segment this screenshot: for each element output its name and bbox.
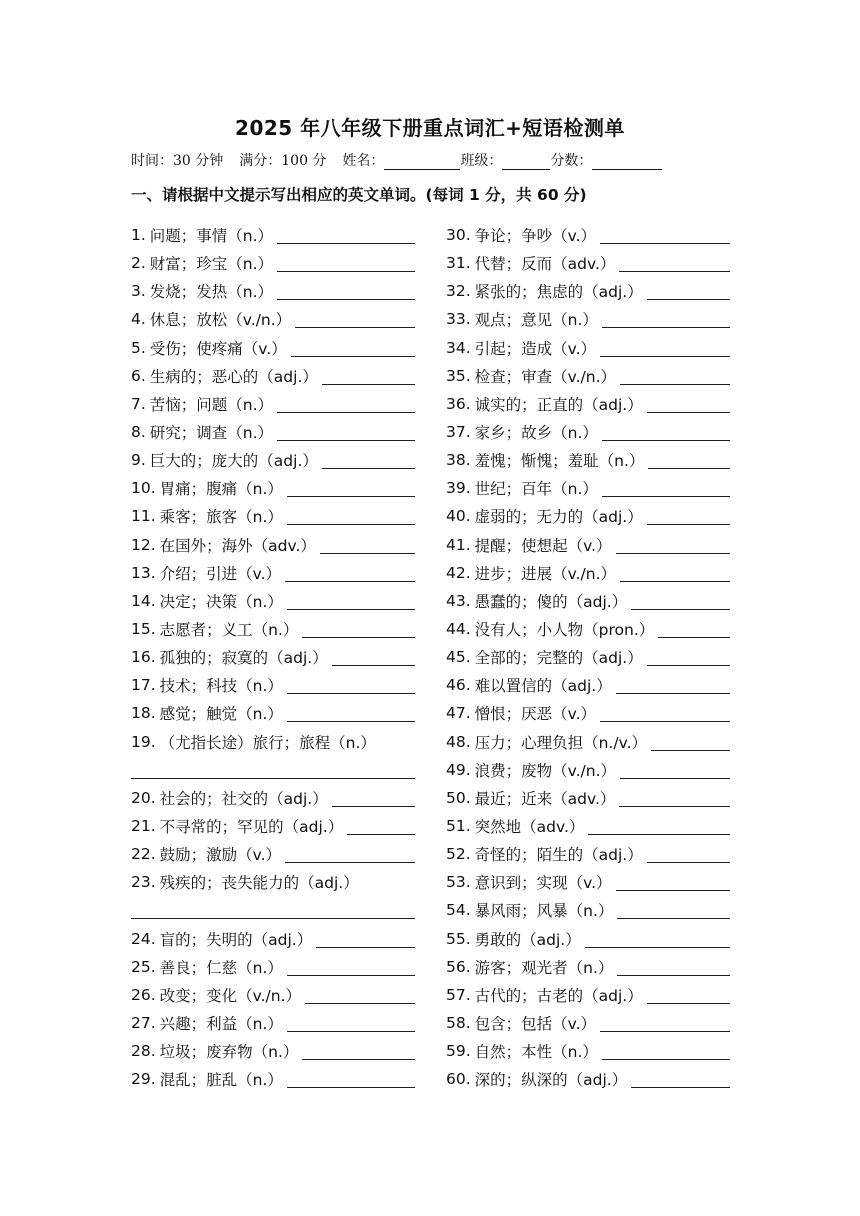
time-label: 时间：30 分钟 xyxy=(131,153,224,169)
answer-blank[interactable] xyxy=(631,592,730,610)
question-prompt: 憎恨；厌恶（v.） xyxy=(474,705,597,724)
question-prompt: 意识到；实现（v.） xyxy=(474,874,612,893)
question-item xyxy=(446,812,730,840)
answer-blank[interactable] xyxy=(332,648,415,666)
question-prompt: 羞愧；惭愧；羞耻（n.） xyxy=(474,452,645,471)
answer-blank[interactable] xyxy=(647,648,730,666)
question-prompt: 财富；珍宝（n.） xyxy=(149,255,274,274)
question-number: 51. xyxy=(446,817,471,836)
question-item xyxy=(131,1065,415,1093)
question-number: 35. xyxy=(446,366,471,385)
question-number: 43. xyxy=(446,591,471,610)
left-column xyxy=(131,221,415,1093)
answer-blank[interactable] xyxy=(600,1014,730,1032)
question-item xyxy=(446,390,730,418)
answer-blank[interactable] xyxy=(647,282,730,300)
question-number: 7. xyxy=(131,394,146,413)
score-field[interactable] xyxy=(592,153,662,170)
answer-blank[interactable] xyxy=(647,395,730,413)
question-number: 23. xyxy=(131,873,156,892)
answer-blank[interactable] xyxy=(287,704,415,722)
answer-blank[interactable] xyxy=(600,226,730,244)
answer-blank[interactable] xyxy=(305,986,415,1004)
question-number: 55. xyxy=(446,929,471,948)
class-field[interactable] xyxy=(502,153,550,170)
question-prompt: 检查；审查（v./n.） xyxy=(474,367,617,386)
question-number: 60. xyxy=(446,1070,471,1089)
question-prompt: 全部的；完整的（adj.） xyxy=(474,649,643,668)
question-prompt: 愚蠢的；傻的（adj.） xyxy=(474,592,628,611)
answer-blank[interactable] xyxy=(619,254,730,272)
question-prompt: 自然；本性（n.） xyxy=(474,1043,598,1062)
answer-blank[interactable] xyxy=(287,676,415,694)
question-number: 44. xyxy=(446,620,471,639)
question-prompt: 生病的；恶心的（adj.） xyxy=(149,367,318,386)
answer-line-row xyxy=(131,756,415,784)
question-prompt: 浪费；废物（v./n.） xyxy=(474,761,617,780)
answer-blank[interactable] xyxy=(616,873,730,891)
question-item xyxy=(131,812,415,840)
answer-blank[interactable] xyxy=(620,761,730,779)
question-number: 17. xyxy=(131,676,156,695)
section-heading: 一、请根据中文提示写出相应的英文单词。(每词 1 分，共 60 分) xyxy=(131,186,587,204)
answer-blank[interactable] xyxy=(287,592,415,610)
question-number: 10. xyxy=(131,479,156,498)
answer-blank[interactable] xyxy=(285,564,415,582)
question-prompt: （尤指长途）旅行；旅程（n.） xyxy=(159,733,376,752)
name-field[interactable] xyxy=(384,153,460,170)
question-prompt: 在国外；海外（adv.） xyxy=(159,536,316,555)
answer-blank[interactable] xyxy=(347,817,415,835)
answer-blank[interactable] xyxy=(277,226,415,244)
score-label: 分数： xyxy=(550,153,593,169)
question-item xyxy=(446,277,730,305)
question-item xyxy=(131,587,415,615)
question-item xyxy=(446,728,730,756)
question-prompt: 决定；决策（n.） xyxy=(159,592,283,611)
question-prompt: 奇怪的；陌生的（adj.） xyxy=(474,846,643,865)
question-prompt: 巨大的；庞大的（adj.） xyxy=(149,452,318,471)
answer-blank[interactable] xyxy=(588,817,730,835)
question-number: 59. xyxy=(446,1042,471,1061)
question-prompt: 兴趣；利益（n.） xyxy=(159,1015,283,1033)
question-prompt: 提醒；使想起（v.） xyxy=(474,536,612,555)
question-prompt: 残疾的；丧失能力的（adj.） xyxy=(159,874,359,893)
question-number: 36. xyxy=(446,394,471,413)
question-item xyxy=(131,671,415,699)
question-prompt: 包含；包括（v.） xyxy=(474,1015,597,1033)
question-prompt: 社会的；社交的（adj.） xyxy=(159,789,328,808)
question-number: 20. xyxy=(131,788,156,807)
question-number: 2. xyxy=(131,254,146,273)
question-number: 28. xyxy=(131,1042,156,1061)
question-prompt: 垃圾；废弃物（n.） xyxy=(159,1043,299,1062)
answer-blank[interactable] xyxy=(602,423,730,441)
question-item xyxy=(131,418,415,446)
question-number: 29. xyxy=(131,1070,156,1089)
answer-blank[interactable] xyxy=(332,789,415,807)
question-number: 47. xyxy=(446,704,471,723)
question-number: 53. xyxy=(446,873,471,892)
question-prompt: 感觉；触觉（n.） xyxy=(159,705,283,724)
answer-blank[interactable] xyxy=(617,958,730,976)
question-item xyxy=(446,446,730,474)
question-prompt: 游客；观光者（n.） xyxy=(474,958,614,977)
answer-blank[interactable] xyxy=(631,1070,730,1088)
question-number: 1. xyxy=(131,226,146,245)
answer-blank[interactable] xyxy=(651,733,730,751)
question-item xyxy=(446,559,730,587)
question-item xyxy=(131,362,415,390)
question-item xyxy=(131,643,415,671)
question-prompt: 善良；仁慈（n.） xyxy=(159,958,283,977)
question-item xyxy=(446,981,730,1009)
question-prompt: 世纪；百年（n.） xyxy=(474,480,598,499)
question-number: 3. xyxy=(131,282,146,301)
question-number: 26. xyxy=(131,985,156,1004)
question-number: 41. xyxy=(446,535,471,554)
question-item xyxy=(446,868,730,896)
question-item xyxy=(131,1009,415,1037)
question-number: 57. xyxy=(446,985,471,1004)
question-prompt: 暴风雨；风暴（n.） xyxy=(474,902,614,921)
question-prompt: 紧张的；焦虑的（adj.） xyxy=(474,283,643,302)
question-item xyxy=(446,784,730,812)
question-item xyxy=(446,362,730,390)
question-prompt: 技术；科技（n.） xyxy=(159,677,283,696)
question-item xyxy=(446,221,730,249)
question-number: 6. xyxy=(131,366,146,385)
question-prompt: 深的；纵深的（adj.） xyxy=(474,1071,628,1090)
answer-blank[interactable] xyxy=(617,901,730,919)
question-item xyxy=(446,474,730,502)
question-item xyxy=(446,671,730,699)
question-item xyxy=(131,1037,415,1065)
question-item xyxy=(131,531,415,559)
name-label: 姓名： xyxy=(342,153,385,169)
question-number: 14. xyxy=(131,591,156,610)
answer-blank[interactable] xyxy=(131,901,415,919)
question-number: 9. xyxy=(131,451,146,470)
question-number: 30. xyxy=(446,226,471,245)
question-number: 22. xyxy=(131,845,156,864)
question-number: 50. xyxy=(446,788,471,807)
question-item xyxy=(446,305,730,333)
question-prompt: 家乡；故乡（n.） xyxy=(474,424,598,443)
question-number: 38. xyxy=(446,451,471,470)
question-item xyxy=(131,502,415,530)
answer-blank[interactable] xyxy=(322,451,415,469)
question-number: 4. xyxy=(131,310,146,329)
question-number: 25. xyxy=(131,957,156,976)
question-item xyxy=(446,587,730,615)
question-item xyxy=(131,277,415,305)
question-prompt: 代替；反而（adv.） xyxy=(474,255,616,274)
question-item xyxy=(131,925,415,953)
question-number: 49. xyxy=(446,760,471,779)
question-item xyxy=(446,615,730,643)
question-prompt: 难以置信的（adj.） xyxy=(474,677,612,696)
question-prompt: 观点；意见（n.） xyxy=(474,311,598,330)
question-item xyxy=(131,474,415,502)
header-info xyxy=(131,150,731,170)
question-item xyxy=(131,953,415,981)
question-prompt: 古代的；古老的（adj.） xyxy=(474,986,643,1005)
question-number: 56. xyxy=(446,957,471,976)
question-prompt: 没有人；小人物（pron.） xyxy=(474,621,655,640)
question-item xyxy=(131,446,415,474)
question-number: 5. xyxy=(131,338,146,357)
question-item xyxy=(446,756,730,784)
answer-blank[interactable] xyxy=(600,704,730,722)
question-item xyxy=(446,699,730,727)
question-prompt: 介绍；引进（v.） xyxy=(159,564,282,583)
question-number: 31. xyxy=(446,254,471,273)
question-prompt: 引起；造成（v.） xyxy=(474,339,597,358)
question-prompt: 研究；调查（n.） xyxy=(149,424,274,443)
page-title: 2025 年八年级下册重点词汇+短语检测单 xyxy=(235,116,625,140)
question-item xyxy=(131,981,415,1009)
question-prompt: 勇敢的（adj.） xyxy=(474,930,581,949)
question-prompt: 孤独的；寂寞的（adj.） xyxy=(159,649,328,668)
question-item xyxy=(131,699,415,727)
question-item xyxy=(446,925,730,953)
question-prompt: 突然地（adv.） xyxy=(474,818,585,837)
question-number: 39. xyxy=(446,479,471,498)
question-prompt: 鼓励；激励（v.） xyxy=(159,846,282,865)
question-prompt: 胃痛；腹痛（n.） xyxy=(159,480,283,499)
answer-blank[interactable] xyxy=(658,620,730,638)
answer-blank[interactable] xyxy=(585,930,730,948)
full-score-label: 满分：100 分 xyxy=(239,153,327,169)
answer-blank[interactable] xyxy=(620,367,730,385)
question-number: 19. xyxy=(131,732,156,751)
answer-blank[interactable] xyxy=(320,536,415,554)
answer-blank[interactable] xyxy=(619,789,730,807)
answer-blank[interactable] xyxy=(648,451,730,469)
answer-blank[interactable] xyxy=(602,1042,730,1060)
question-item xyxy=(446,1037,730,1065)
question-number: 12. xyxy=(131,535,156,554)
right-column xyxy=(446,221,730,1093)
answer-blank[interactable] xyxy=(302,620,415,638)
answer-blank[interactable] xyxy=(277,423,415,441)
answer-blank[interactable] xyxy=(277,395,415,413)
answer-blank[interactable] xyxy=(287,507,415,525)
question-item xyxy=(446,896,730,924)
question-prompt: 混乱；脏乱（n.） xyxy=(159,1071,283,1090)
question-number: 33. xyxy=(446,310,471,329)
question-number: 58. xyxy=(446,1014,471,1032)
answer-blank[interactable] xyxy=(285,845,415,863)
question-number: 8. xyxy=(131,423,146,442)
question-item xyxy=(446,334,730,362)
answer-blank[interactable] xyxy=(302,1042,415,1060)
question-prompt: 发烧；发热（n.） xyxy=(149,283,274,302)
question-item xyxy=(131,390,415,418)
question-item xyxy=(446,418,730,446)
question-item xyxy=(131,221,415,249)
question-prompt: 改变；变化（v./n.） xyxy=(159,986,302,1005)
answer-line-row xyxy=(131,896,415,924)
question-number: 15. xyxy=(131,620,156,639)
question-prompt: 进步；进展（v./n.） xyxy=(474,564,617,583)
question-number: 24. xyxy=(131,929,156,948)
answer-blank[interactable] xyxy=(600,339,730,357)
question-number: 37. xyxy=(446,423,471,442)
question-number: 21. xyxy=(131,817,156,836)
question-item xyxy=(446,953,730,981)
question-item xyxy=(446,502,730,530)
question-prompt: 志愿者；义工（n.） xyxy=(159,621,299,640)
answer-blank[interactable] xyxy=(131,761,415,779)
question-number: 34. xyxy=(446,338,471,357)
answer-blank[interactable] xyxy=(616,676,730,694)
question-number: 11. xyxy=(131,507,156,526)
answer-blank[interactable] xyxy=(620,564,730,582)
answer-blank[interactable] xyxy=(316,930,415,948)
question-number: 18. xyxy=(131,704,156,723)
question-prompt: 乘客；旅客（n.） xyxy=(159,508,283,527)
question-number: 27. xyxy=(131,1014,156,1032)
question-prompt: 苦恼；问题（n.） xyxy=(149,395,274,414)
answer-blank[interactable] xyxy=(602,310,730,328)
question-number: 48. xyxy=(446,732,471,751)
question-number: 16. xyxy=(131,648,156,667)
answer-blank[interactable] xyxy=(647,507,730,525)
question-item xyxy=(131,784,415,812)
question-item xyxy=(446,531,730,559)
question-item xyxy=(446,1009,730,1037)
question-prompt: 压力；心理负担（n./v.） xyxy=(474,733,648,752)
question-item xyxy=(131,728,415,756)
question-prompt: 受伤；使疼痛（v.） xyxy=(149,339,287,358)
question-prompt: 不寻常的；罕见的（adj.） xyxy=(159,818,344,837)
question-item xyxy=(131,615,415,643)
answer-blank[interactable] xyxy=(602,479,730,497)
question-number: 42. xyxy=(446,563,471,582)
question-item xyxy=(131,249,415,277)
answer-blank[interactable] xyxy=(277,282,415,300)
answer-blank[interactable] xyxy=(322,367,415,385)
question-prompt: 争论；争吵（v.） xyxy=(474,227,597,246)
question-item xyxy=(131,868,415,896)
answer-blank[interactable] xyxy=(287,479,415,497)
question-prompt: 问题；事情（n.） xyxy=(149,227,274,246)
answer-blank[interactable] xyxy=(287,1014,415,1032)
question-prompt: 盲的；失明的（adj.） xyxy=(159,930,313,949)
question-item xyxy=(131,559,415,587)
question-number: 32. xyxy=(446,282,471,301)
question-number: 54. xyxy=(446,901,471,920)
answer-blank[interactable] xyxy=(291,339,415,357)
answer-blank[interactable] xyxy=(287,1070,415,1088)
answer-blank[interactable] xyxy=(647,986,730,1004)
question-number: 45. xyxy=(446,648,471,667)
question-item xyxy=(131,305,415,333)
question-item xyxy=(446,840,730,868)
question-prompt: 最近；近来（adv.） xyxy=(474,789,616,808)
class-label: 班级： xyxy=(460,153,503,169)
answer-blank[interactable] xyxy=(295,310,415,328)
question-number: 40. xyxy=(446,507,471,526)
question-item xyxy=(446,1065,730,1093)
question-number: 13. xyxy=(131,563,156,582)
question-item xyxy=(446,249,730,277)
question-item xyxy=(446,643,730,671)
answer-blank[interactable] xyxy=(277,254,415,272)
question-prompt: 诚实的；正直的（adj.） xyxy=(474,395,643,414)
answer-blank[interactable] xyxy=(647,845,730,863)
question-number: 52. xyxy=(446,845,471,864)
answer-blank[interactable] xyxy=(287,958,415,976)
answer-blank[interactable] xyxy=(616,536,730,554)
question-item xyxy=(131,840,415,868)
question-item xyxy=(131,334,415,362)
question-prompt: 休息；放松（v./n.） xyxy=(149,311,292,330)
question-number: 46. xyxy=(446,676,471,695)
question-prompt: 虚弱的；无力的（adj.） xyxy=(474,508,643,527)
